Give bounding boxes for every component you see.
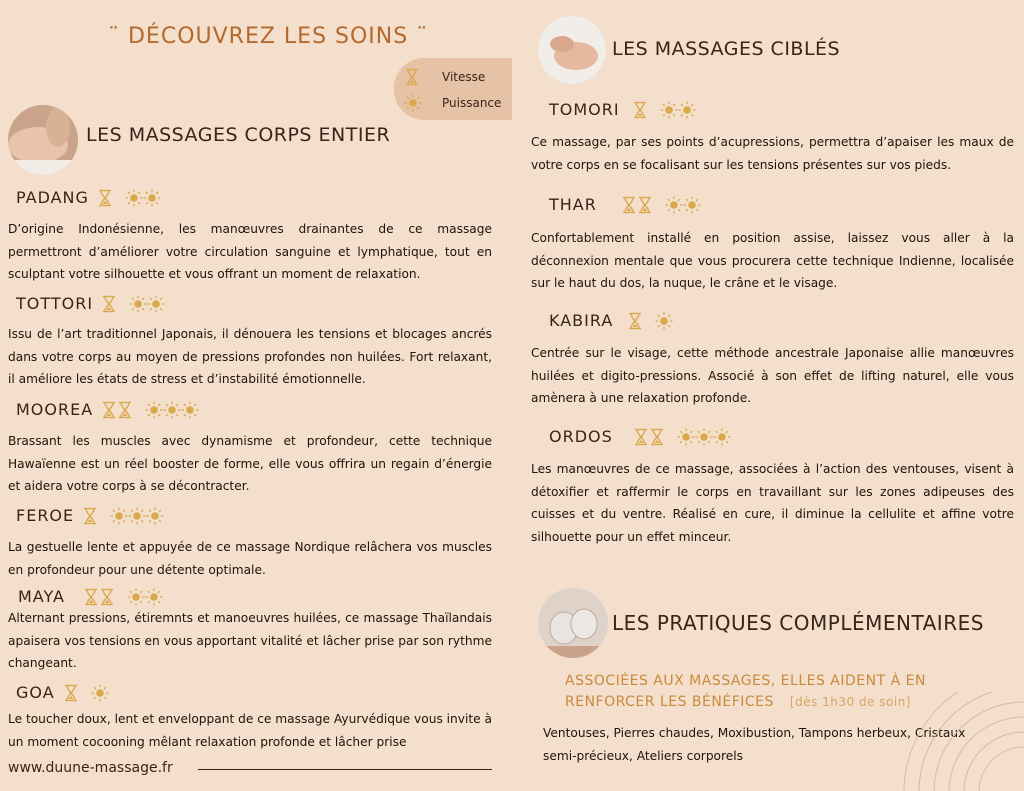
hourglass-rating — [621, 196, 653, 214]
hourglass-rating — [97, 189, 113, 207]
sun-icon — [660, 101, 678, 119]
sun-icon — [695, 428, 713, 446]
massage-description: Le toucher doux, lent et enveloppant de ce massage Ayurvédique vous invite à un moment cocooning mêlant relaxation profonde et lâcher prise — [8, 712, 492, 749]
sun-icon — [110, 507, 128, 525]
hourglass-rating — [101, 401, 133, 419]
decorative-arcs — [884, 692, 1024, 791]
legend-speed-label: Vitesse — [442, 70, 486, 84]
sun-icon — [181, 401, 199, 419]
sun-rating — [91, 684, 109, 702]
massage-description: Ce massage, par ses points d’acupressions, permettra d’apaiser les maux de votre corps en se focalisant sur les tensions présentes sur vos pieds. — [531, 135, 1014, 172]
sun-icon — [147, 295, 165, 313]
hourglass-icon — [633, 428, 649, 446]
sun-icon — [655, 312, 673, 330]
complementary-duration: [dès 1h30 de soin] — [789, 695, 911, 709]
massage-description: La gestuelle lente et appuyée de ce massage Nordique relâchera vos muscles en profondeur pour une détente optimale. — [8, 540, 492, 577]
massage-description: D’origine Indonésienne, les manœuvres drainantes de ce massage permettront d’améliorer votre circulation sanguine et lymphatique, tout en sculptant votre silhouette et vous offrant un moment de relaxation. — [8, 222, 492, 281]
massage-description: Confortablement installé en position assise, laissez vous aller à la déconnexion mentale que vous procurera cette technique Indienne, localisée sur le haut du dos, la nuque, le crâne et le visage. — [531, 231, 1014, 290]
sun-icon — [128, 507, 146, 525]
hourglass-icon — [627, 312, 643, 330]
massage-name: GOA — [16, 683, 55, 702]
legend-speed — [404, 67, 486, 87]
sun-icon — [665, 196, 683, 214]
massage-heading — [16, 400, 199, 419]
massage-heading — [18, 587, 163, 606]
massage-name: PADANG — [16, 188, 89, 207]
massage-name: ORDOS — [549, 427, 613, 446]
complementary-subtitle-line1: ASSOCIÉES AUX MASSAGES, ELLES AIDENT À EN — [565, 673, 926, 689]
hourglass-icon — [99, 588, 115, 606]
sun-rating — [145, 401, 199, 419]
hourglass-icon — [97, 189, 113, 207]
sun-icon — [404, 94, 422, 112]
sun-icon — [678, 101, 696, 119]
sun-icon — [163, 401, 181, 419]
legend-power — [404, 93, 502, 113]
massage-description: Les manœuvres de ce massage, associées à l’action des ventouses, visent à détoxifier et raffermir le corps en travaillant sur les zones adipeuses des cuisses et du ventre. Réalisé en cure, il diminue la cellulite et affine votre silhouette pour un effet minceur. — [531, 462, 1014, 544]
hourglass-icon — [649, 428, 665, 446]
sun-icon — [145, 401, 163, 419]
massage-name: MAYA — [18, 587, 65, 606]
hourglass-icon — [101, 401, 117, 419]
cupping-photo — [538, 588, 608, 658]
sun-icon — [713, 428, 731, 446]
massage-name: TOTTORI — [16, 294, 94, 313]
hourglass-icon — [101, 295, 117, 313]
massage-name: FEROE — [16, 506, 75, 525]
hourglass-icon — [632, 101, 648, 119]
massage-description: Issu de l’art traditionnel Japonais, il dénouera les tensions et blocages ancrés dans votre corps au moyen de pressions profondes non huilées. Fort relaxant, il améliore les états de stress et d’instabilité émotionnelle. — [8, 327, 492, 386]
massage-heading — [549, 195, 701, 214]
massage-name: TOMORI — [549, 100, 620, 119]
sun-icon — [145, 588, 163, 606]
hourglass-icon — [404, 68, 420, 86]
sun-rating — [129, 295, 165, 313]
legend — [394, 58, 512, 120]
hourglass-rating — [101, 295, 117, 313]
hourglass-icon — [63, 684, 79, 702]
hourglass-rating — [627, 312, 643, 330]
website-link[interactable]: www.duune-massage.fr — [8, 760, 173, 776]
massage-description: Centrée sur le visage, cette méthode ancestrale Japonaise allie manœuvres huilées et digito-pressions. Associé à son effet de lifting naturel, elle vous amènera à une relaxation profonde. — [531, 346, 1014, 405]
massage-name: KABIRA — [549, 311, 614, 330]
complementary-section-title: LES PRATIQUES COMPLÉMENTAIRES — [612, 611, 984, 635]
sun-rating — [660, 101, 696, 119]
massage-heading — [16, 188, 161, 207]
hourglass-icon — [637, 196, 653, 214]
hourglass-rating — [83, 588, 115, 606]
sun-rating — [110, 507, 164, 525]
massage-heading — [549, 100, 696, 119]
sun-icon — [91, 684, 109, 702]
full-body-section-title: LES MASSAGES CORPS ENTIER — [86, 124, 391, 146]
sun-icon — [129, 295, 147, 313]
hourglass-icon — [117, 401, 133, 419]
hourglass-rating — [63, 684, 79, 702]
sun-icon — [127, 588, 145, 606]
sun-icon — [683, 196, 701, 214]
massage-heading — [16, 683, 109, 702]
targeted-section-title: LES MASSAGES CIBLÉS — [612, 38, 841, 60]
sun-rating — [127, 588, 163, 606]
targeted-massage-photo — [538, 16, 606, 84]
hourglass-rating — [632, 101, 648, 119]
sun-icon — [143, 189, 161, 207]
massage-description: Brassant les muscles avec dynamisme et profondeur, cette technique Hawaïenne est un réel booster de forme, elle vous offrira un regain d’énergie et aidera votre corps à se décontracter. — [8, 434, 492, 493]
massage-heading — [549, 311, 673, 330]
full-body-massage-photo — [8, 105, 78, 175]
massage-heading — [549, 427, 731, 446]
complementary-list: Ventouses, Pierres chaudes, Moxibustion, Tampons herbeux, Cristaux semi-précieux, Ateliers corporels — [543, 726, 966, 763]
footer-divider — [198, 769, 492, 770]
massage-heading — [16, 294, 165, 313]
hourglass-rating — [633, 428, 665, 446]
legend-power-label: Puissance — [442, 96, 502, 110]
sun-icon — [677, 428, 695, 446]
hourglass-icon — [82, 507, 98, 525]
massage-heading — [16, 506, 164, 525]
page-title: ¨ DÉCOUVREZ LES SOINS ¨ — [108, 24, 429, 49]
sun-rating — [665, 196, 701, 214]
sun-icon — [125, 189, 143, 207]
complementary-subtitle — [565, 671, 926, 713]
sun-rating — [125, 189, 161, 207]
massage-name: MOOREA — [16, 400, 94, 419]
hourglass-icon — [83, 588, 99, 606]
complementary-subtitle-line2: RENFORCER LES BÉNÉFICES — [565, 694, 774, 710]
sun-rating — [677, 428, 731, 446]
hourglass-icon — [621, 196, 637, 214]
sun-icon — [146, 507, 164, 525]
hourglass-rating — [82, 507, 98, 525]
massage-name: THAR — [549, 195, 597, 214]
sun-rating — [655, 312, 673, 330]
massage-description: Alternant pressions, étiremnts et manoeuvres huilées, ce massage Thaïlandais apaisera vos tensions en vous apportant vitalité et lâcher prise par son rythme changeant. — [8, 611, 492, 670]
